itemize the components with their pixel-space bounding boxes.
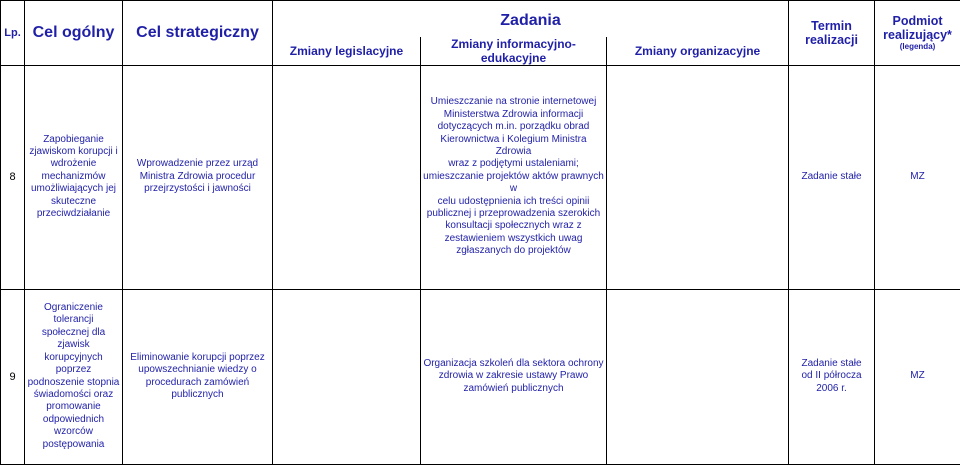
row-podmiot: MZ	[875, 65, 960, 289]
header-legenda: (legenda)	[877, 42, 958, 52]
header-cel-strategiczny: Cel strategiczny	[123, 1, 273, 66]
row-lp: 9	[1, 289, 25, 464]
row-zmiany-informacyjno: Umieszczanie na stronie internetowej Ministerstwa Zdrowia informacji dotyczących m.in. porządku obrad Kierownictwa i Kolegium Ministra Zdrowia wraz z podjętymi ustaleniami; umieszczanie projektów aktów prawnych w celu udostępnienia ich treści opinii publicznej i przeprowadzenia szerokich konsultacji społecznych wraz z zestawieniem wszystkich uwag zgłaszanych do projektów	[421, 65, 607, 289]
row-cel-ogolny: Ograniczenie tolerancji społecznej dla zjawisk korupcyjnych poprzez podnoszenie stopnia świadomości oraz promowanie odpowiednich wzorców postępowania	[25, 289, 123, 464]
header-zmiany-organizacyjne: Zmiany organizacyjne	[607, 37, 789, 66]
row-lp: 8	[1, 65, 25, 289]
header-termin: Termin realizacji	[789, 1, 875, 66]
row-zmiany-legislacyjne	[273, 289, 421, 464]
row-cel-strategiczny: Wprowadzenie przez urząd Ministra Zdrowia procedur przejrzystości i jawności	[123, 65, 273, 289]
row-cel-ogolny: Zapobieganie zjawiskom korupcji i wdrożenie mechanizmów umożliwiających jej skuteczne przeciwdziałanie	[25, 65, 123, 289]
row-termin: Zadanie stałe	[789, 65, 875, 289]
row-termin: Zadanie stałe od II półrocza 2006 r.	[789, 289, 875, 464]
header-podmiot	[875, 1, 960, 66]
row-zmiany-legislacyjne	[273, 65, 421, 289]
header-zmiany-legislacyjne: Zmiany legislacyjne	[273, 37, 421, 66]
header-podmiot-label: Podmiot realizujący*	[883, 14, 952, 42]
row-zmiany-informacyjno: Organizacja szkoleń dla sektora ochrony zdrowia w zakresie ustawy Prawo zamówień publicznych	[421, 289, 607, 464]
header-lp: Lp.	[1, 1, 25, 66]
row-podmiot: MZ	[875, 289, 960, 464]
row-cel-strategiczny: Eliminowanie korupcji poprzez upowszechnianie wiedzy o procedurach zamówień publicznych	[123, 289, 273, 464]
header-cel-ogolny: Cel ogólny	[25, 1, 123, 66]
table-row	[1, 289, 960, 464]
row-zmiany-organizacyjne	[607, 65, 789, 289]
table-row	[1, 65, 960, 289]
header-zadania: Zadania	[273, 1, 789, 37]
header-zmiany-informacyjno: Zmiany informacyjno-edukacyjne	[421, 37, 607, 66]
row-zmiany-organizacyjne	[607, 289, 789, 464]
